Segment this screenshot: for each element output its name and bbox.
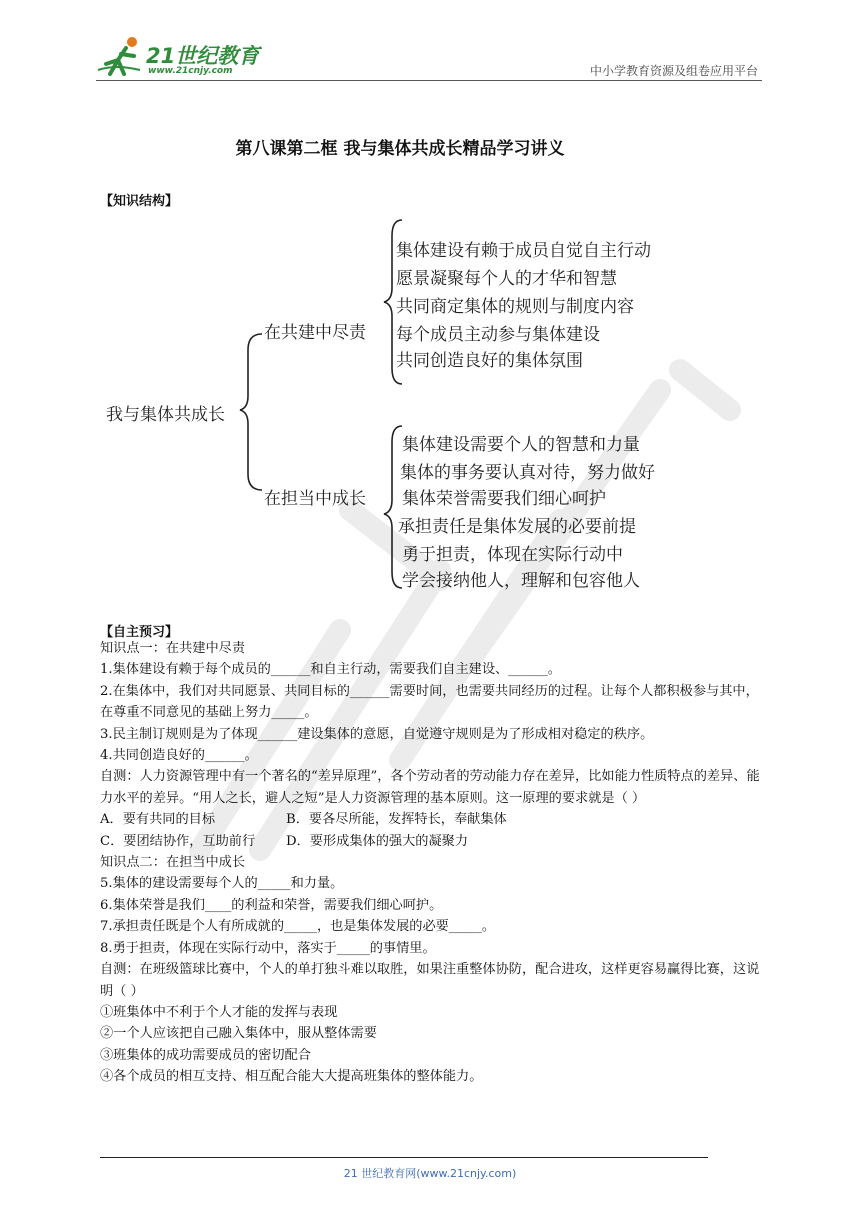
header-platform-text: 中小学教育资源及组卷应用平台 [589,64,758,78]
mindmap-item: 愿景凝聚每个人的才华和智慧 [396,269,617,289]
logo-text: 21世纪教育 [146,44,260,68]
options-row-2 [100,831,770,852]
option-c: C．要团结协作，互助前行 [100,833,256,849]
statement-2: ②一个人应该把自己融入集体中，服从整体需要 [100,1026,377,1042]
mindmap-branch-1: 在共建中尽责 [264,323,366,343]
section-preview-heading: 【自主预习】 [100,625,179,640]
preview-body [100,638,770,1088]
question-1: 1.集体建设有赖于每个成员的______和自主行动，需要我们自主建设、______。 [100,662,561,678]
self-test-1: 自测：人力资源管理中有一个著名的“差异原理”，各个劳动者的劳动能力存在差异，比如能力性质特点的差异、能力水平的差异。“用人之长，避人之短”是人力资源管理的基本原则。这一原理的要求就是（ ） [100,769,760,806]
logo-url: www.21cnjy.com [148,66,233,76]
question-3: 3.民主制订规则是为了体现______建设集体的意愿，自觉遵守规则是为了形成相对稳定的秩序。 [100,726,654,742]
mindmap-item: 集体的事务要认真对待，努力做好 [400,463,655,483]
footer-divider [100,1157,708,1158]
mindmap-item: 集体建设有赖于成员自觉自主行动 [396,241,651,261]
footer-text: 21 世纪教育网(www.21cnjy.com) [343,1167,517,1180]
mindmap-item: 承担责任是集体发展的必要前提 [398,517,636,537]
mindmap-item: 共同商定集体的规则与制度内容 [396,297,634,317]
statement-1: ①班集体中不利于个人才能的发挥与表现 [100,1004,338,1020]
mindmap-item: 集体荣誉需要我们细心呵护 [402,489,606,509]
mindmap-item: 每个成员主动参与集体建设 [396,325,600,345]
question-2: 2.在集体中，我们对共同愿景、共同目标的______需要时间，也需要共同经历的过程。让每个人都积极参与其中，在尊重不同意见的基础上努力_____。 [100,683,759,721]
question-8: 8.勇于担责，体现在实际行动中，落实于_____的事情里。 [100,940,436,956]
knowledge-point-1-title: 知识点一：在共建中尽责 [100,641,246,656]
options-row-1 [100,809,770,830]
mindmap-item: 勇于担责，体现在实际行动中 [402,545,623,565]
statement-4: ④各个成员的相互支持、相互配合能大大提高班集体的整体能力。 [100,1069,483,1085]
mindmap-item: 集体建设需要个人的智慧和力量 [402,435,640,455]
self-test-2: 自测：在班级篮球比赛中，个人的单打独斗难以取胜，如果注重整体协防，配合进攻，这样更容易赢得比赛，这说明（ ） [100,962,760,999]
mindmap-branch-2: 在担当中成长 [264,489,366,509]
question-7: 7.承担责任既是个人有所成就的_____，也是集体发展的必要_____。 [100,919,496,935]
option-d: D．要形成集体的强大的凝聚力 [286,833,469,849]
mindmap-root: 我与集体共成长 [106,405,225,425]
section-structure-heading: 【知识结构】 [100,194,179,209]
question-5: 5.集体的建设需要每个人的_____和力量。 [100,876,344,892]
mindmap-item: 共同创造良好的集体氛围 [396,351,583,371]
statement-3: ③班集体的成功需要成员的密切配合 [100,1047,311,1063]
option-a: A．要有共同的目标 [100,812,216,828]
mindmap-item: 学会接纳他人，理解和包容他人 [402,571,640,591]
option-b: B．要各尽所能，发挥特长，奉献集体 [286,812,507,828]
knowledge-point-2-title: 知识点二：在担当中成长 [100,855,246,871]
question-4: 4.共同创造良好的______。 [100,748,258,764]
question-6: 6.集体荣誉是我们____的利益和荣誉，需要我们细心呵护。 [100,897,443,913]
page-title: 第八课第二框 我与集体共成长精品学习讲义 [235,139,565,159]
